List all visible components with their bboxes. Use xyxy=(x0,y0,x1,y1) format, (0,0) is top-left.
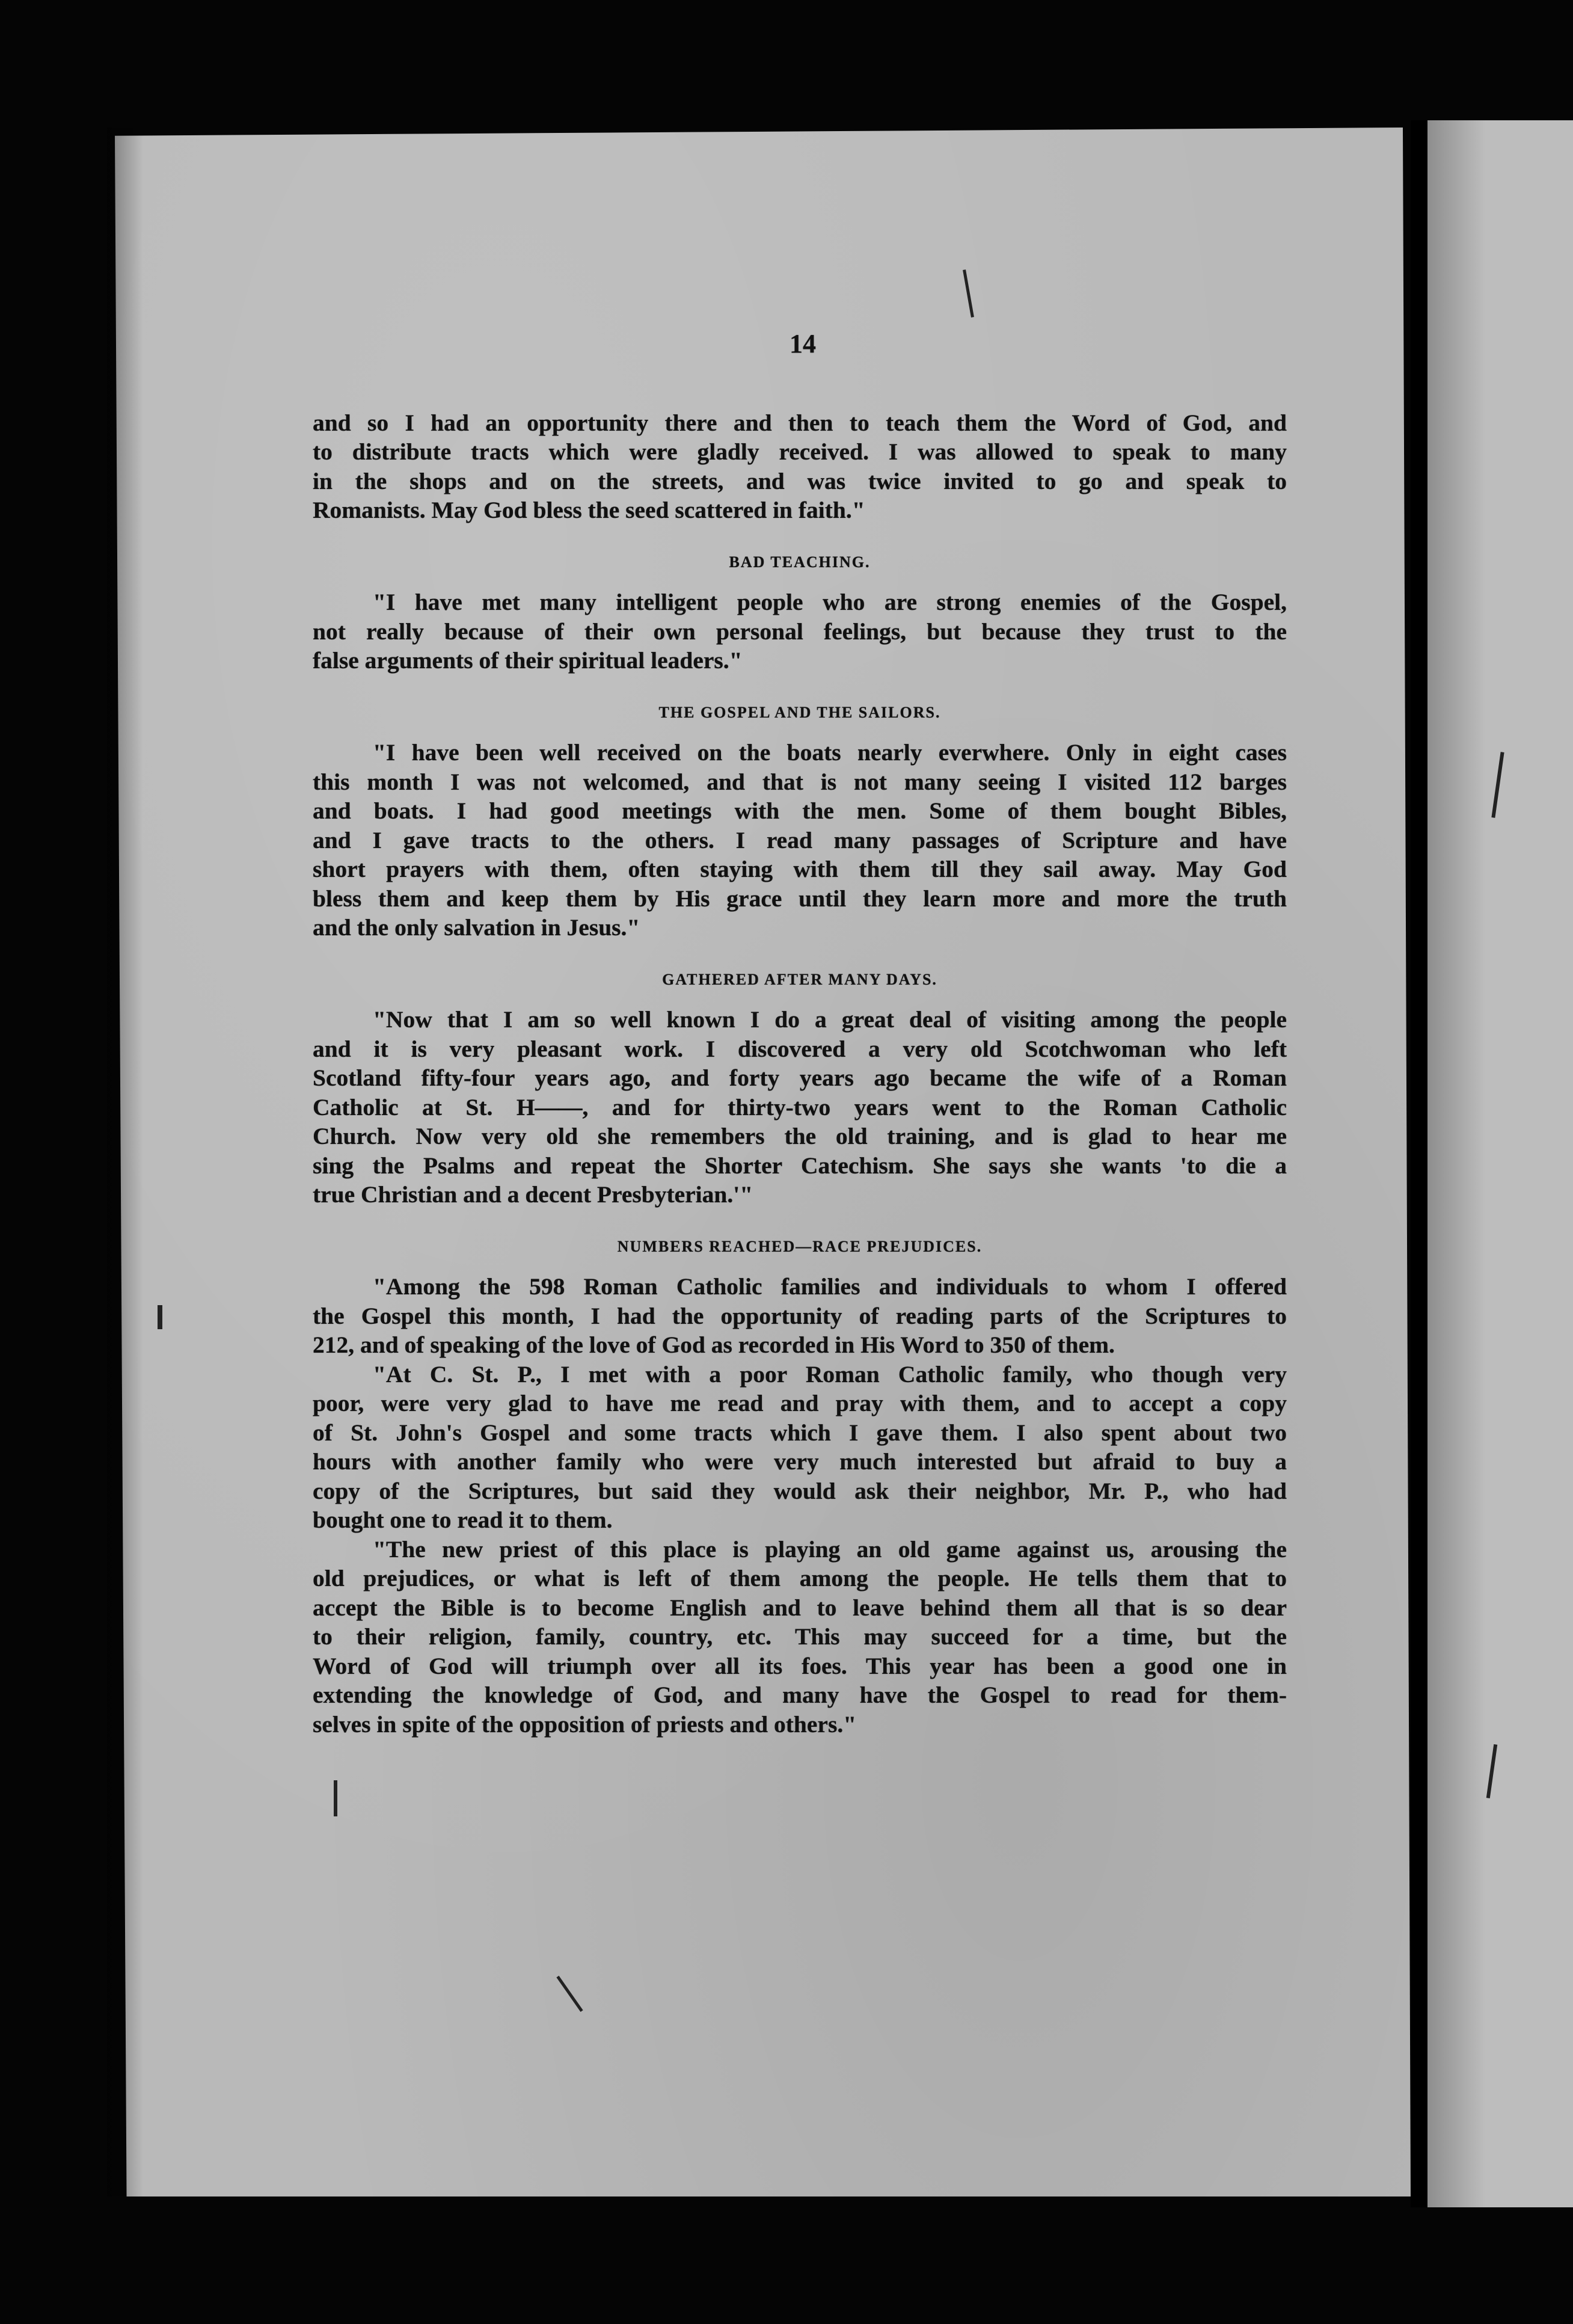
adjacent-page xyxy=(1427,120,1573,2207)
text-line: not really because of their own personal feelings, but because they trust to the xyxy=(313,618,1287,645)
text-line: Word of God will triumph over all its foes. This year has been a good one in xyxy=(313,1652,1287,1679)
text-line: 212, and of speaking of the love of God as recorded in His Word to 350 of them. xyxy=(313,1332,1115,1358)
text-line: "Among the 598 Roman Catholic families and individuals to whom I offered xyxy=(373,1273,1287,1300)
text-line: and the only salvation in Jesus." xyxy=(313,914,640,941)
section-heading: GATHERED AFTER MANY DAYS. xyxy=(662,970,937,988)
text-line: sing the Psalms and repeat the Shorter Catechism. She says she wants 'to die a xyxy=(313,1152,1287,1179)
paragraph-continuation xyxy=(313,408,1287,525)
page-number: 14 xyxy=(790,329,816,358)
text-line: accept the Bible is to become English and to leave behind them all that is so dear xyxy=(313,1594,1287,1621)
text-line: false arguments of their spiritual leaders." xyxy=(313,647,743,674)
margin-mark xyxy=(158,1305,162,1329)
text-line: the Gospel this month, I had the opportunity of reading parts of the Scriptures to xyxy=(313,1302,1287,1329)
paragraph xyxy=(313,738,1287,942)
text-line: "I have been well received on the boats nearly everwhere. Only in eight cases xyxy=(373,739,1287,766)
text-line: Scotland fifty-four years ago, and forty years ago became the wife of a Roman xyxy=(313,1065,1287,1091)
section-heading: NUMBERS REACHED—RACE PREJUDICES. xyxy=(617,1237,983,1255)
text-line: and it is very pleasant work. I discovered a very old Scotchwoman who left xyxy=(313,1035,1287,1062)
text-line: Catholic at St. H——, and for thirty-two years went to the Roman Catholic xyxy=(313,1093,1287,1120)
paragraph xyxy=(313,1535,1287,1739)
text-line: "I have met many intelligent people who are strong enemies of the Gospel, xyxy=(373,589,1287,615)
paragraph xyxy=(313,1360,1287,1535)
page-shadow xyxy=(107,128,143,2196)
text-line: of St. John's Gospel and some tracts which I gave them. I also spent about two xyxy=(313,1419,1287,1446)
text-line: "At C. St. P., I met with a poor Roman Catholic family, who though very xyxy=(373,1360,1287,1388)
page-body xyxy=(313,330,1287,1739)
paragraph xyxy=(313,1272,1287,1360)
paragraph xyxy=(313,588,1287,675)
text-line: this month I was not welcomed, and that is not many seeing I visited 112 barges xyxy=(313,768,1287,795)
text-line: and boats. I had good meetings with the men. Some of them bought Bibles, xyxy=(313,798,1287,824)
section-heading: THE GOSPEL AND THE SAILORS. xyxy=(658,703,941,721)
text-line: true Christian and a decent Presbyterian.'" xyxy=(313,1181,753,1208)
text-line: short prayers with them, often staying with them till they sail away. May God xyxy=(313,856,1287,882)
text-line: "The new priest of this place is playing an old game against us, arousing the xyxy=(373,1536,1287,1563)
text-line: to distribute tracts which were gladly received. I was allowed to speak to many xyxy=(313,438,1287,465)
text-line: extending the knowledge of God, and many have the Gospel to read for them- xyxy=(313,1682,1287,1708)
text-line: bought one to read it to them. xyxy=(313,1507,613,1533)
margin-mark xyxy=(334,1780,337,1816)
section-heading: BAD TEACHING. xyxy=(729,553,871,571)
text-line: copy of the Scriptures, but said they would ask their neighbor, Mr. P., who had xyxy=(313,1477,1287,1504)
text-line: Church. Now very old she remembers the old training, and is glad to hear me xyxy=(313,1123,1287,1149)
text-line: Romanists. May God bless the seed scattered in faith." xyxy=(313,497,865,523)
text-line: poor, were very glad to have me read and pray with them, and to accept a copy xyxy=(313,1390,1287,1416)
text-line: and so I had an opportunity there and then to teach them the Word of God, and xyxy=(313,409,1287,436)
text-line: old prejudices, or what is left of them among the people. He tells them that to xyxy=(313,1565,1287,1591)
book-spine xyxy=(1411,120,1427,2207)
text-line: bless them and keep them by His grace until they learn more and more the truth xyxy=(313,885,1287,912)
text-line: hours with another family who were very much interested but afraid to buy a xyxy=(313,1448,1287,1475)
text-line: "Now that I am so well known I do a great deal of visiting among the people xyxy=(373,1006,1287,1033)
text-line: selves in spite of the opposition of priests and others." xyxy=(313,1711,857,1738)
text-line: and I gave tracts to the others. I read many passages of Scripture and have xyxy=(313,826,1287,853)
text-line: in the shops and on the streets, and was twice invited to go and speak to xyxy=(313,467,1287,494)
paragraph xyxy=(313,1005,1287,1210)
text-line: to their religion, family, country, etc. This may succeed for a time, but the xyxy=(313,1623,1287,1650)
